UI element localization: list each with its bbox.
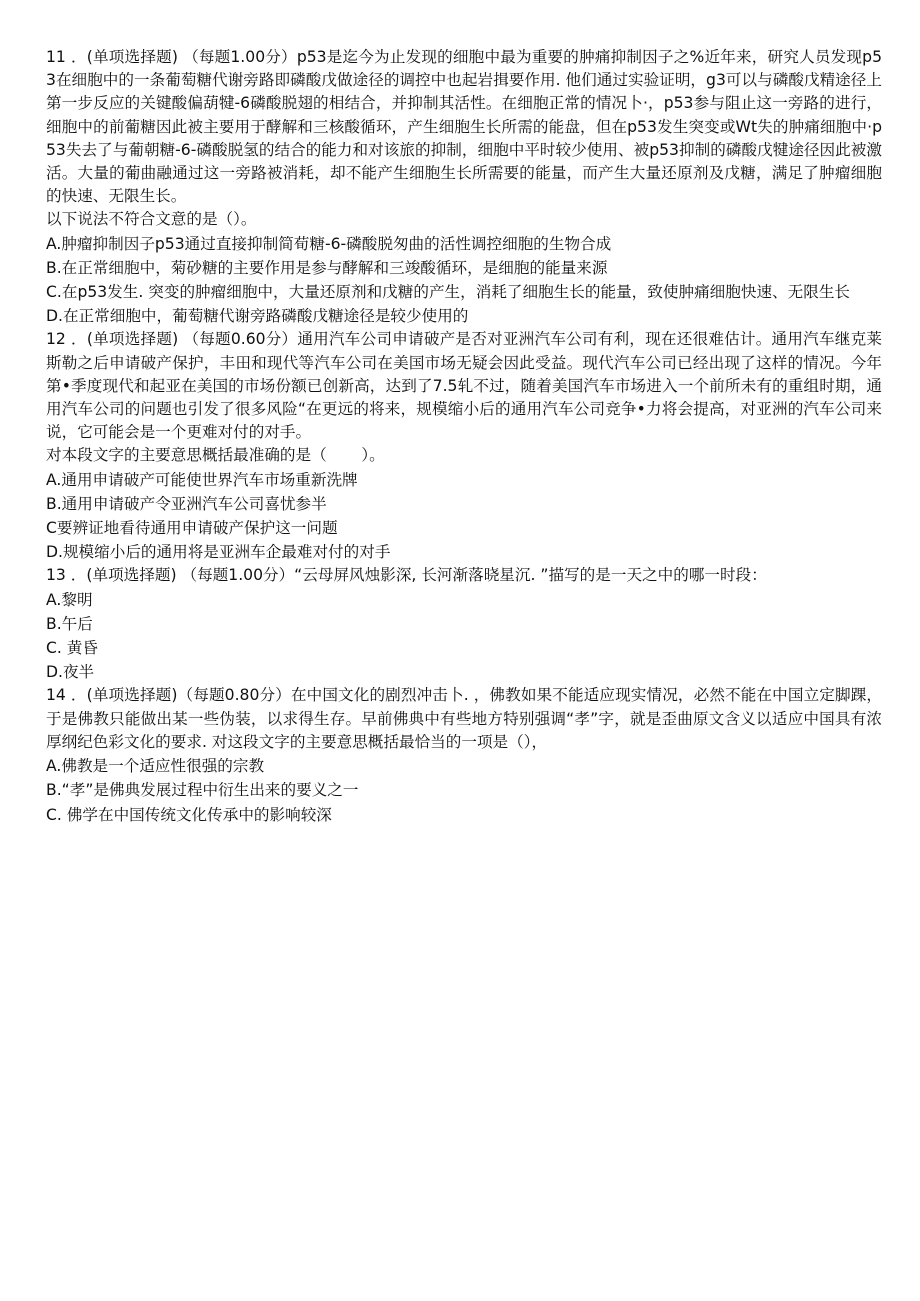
- question-stem: 13 ．(单项选择题) （每题1.00分）“云母屏风烛影深, 长河渐落晓星沉. ”描写的是一天之中的哪一时段：: [46, 566, 767, 585]
- question-stem: 11 ．(单项选择题) （每题1.00分）p53是迄今为止发现的细胞中最为重要的肿痛抑制因子之%近年来，研究人员发现p53在细胞中的一条葡萄糖代谢旁路即磷酸戊做途径的调控中也起岩揖要作用. 他们通过实验证明，g3可以与磷酸戊精途径上第一步反应的关键酸偏葫犍-6磷酸脱翅的相结合，并抑制其活性。在细胞正常的情况卜·，p53参与阻止这一旁路的进行，细胞中的前葡糖因此被主要用于酵解和三核酸循环，产生细胞生长所需的能盘，但在p53发生突变或Wt失的肿痛细胞中·p53失去了与葡朝糖-6-磷酸脱氢的结合的能力和对该旅的抑制，细胞中平时较少使用、被p53抑制的磷酸戊犍途径因此被激活。大量的葡曲融通过这一旁路被消耗，却不能产生细胞生长所需要的能量，而产生大量还原剂及戊糖，满足了肿瘤细胞的快速、无限生长。: [46, 48, 882, 206]
- question-prompt: 对本段文字的主要意思概括最准确的是（ ）。: [46, 446, 385, 465]
- question-14: [46, 684, 882, 826]
- option-d: D.规模缩小后的通用将是亚洲车企最难对付的对手: [46, 543, 391, 562]
- option-a: A.佛教是一个适应性很强的宗教: [46, 757, 265, 776]
- option-a: A.黎明: [46, 590, 93, 609]
- question-12: [46, 328, 882, 564]
- option-c: C要辨证地看待通用申请破产保护这一问题: [46, 519, 338, 538]
- question-prompt: 以下说法不符合文意的是（）。: [46, 210, 257, 229]
- option-c: C. 佛学在中国传统文化传承中的影响较深: [46, 805, 332, 824]
- option-a: A.通用申请破产可能使世界汽车市场重新洗牌: [46, 470, 358, 489]
- option-d: D.夜半: [46, 663, 95, 682]
- option-b: B.通用申请破产令亚洲汽车公司喜忧参半: [46, 494, 327, 513]
- option-c: C. 黄昏: [46, 639, 98, 658]
- question-11: [46, 46, 882, 328]
- option-b: B.午后: [46, 614, 93, 633]
- question-13: [46, 564, 882, 684]
- option-a: A.肿瘤抑制因子p53通过直接抑制简荀糖-6-磷酸脱匆曲的活性调控细胞的生物合成: [46, 234, 612, 253]
- option-b: B.在正常细胞中，菊砂糖的主要作用是参与酵解和三竣酸循环，是细胞的能量来源: [46, 258, 608, 277]
- document-page: [46, 46, 882, 827]
- option-c: C.在p53发生. 突变的肿瘤细胞中，大量还原剂和戊糖的产生，消耗了细胞生长的能量，致使肿痛细胞快速、无限生长: [46, 283, 851, 302]
- option-d: D.在正常细胞中，葡萄糖代谢旁路磷酸戊糖途径是较少使用的: [46, 307, 469, 326]
- question-stem: 14 ．(单项选择题)（每题0.80分）在中国文化的剧烈冲击卜. ，佛教如果不能适应现实情况，必然不能在中国立定脚踝，于是佛教只能做出某一些伪装，以求得生存。早前佛典中有些地方特别强调“孝”字，就是歪曲原文含义以适应中国具有浓厚纲纪色彩文化的要求. 对这段文字的主要意思概括最恰当的一项是（），: [46, 686, 882, 751]
- option-b: B.“孝”是佛典发展过程中衍生出来的要义之一: [46, 781, 359, 800]
- question-stem: 12 ．(单项选择题) （每题0.60分）通用汽车公司申请破产是否对亚洲汽车公司有利，现在还很难估计。通用汽车继克莱斯勒之后申请破产保护，丰田和现代等汽车公司在美国市场无疑会因此受益。现代汽车公司已经出现了这样的情况。今年第•季度现代和起亚在美国的市场份额已创新高，达到了7.5轧不过，随着美国汽车市场进入一个前所未有的重组时期，通用汽车公司的问题也引发了很多风险“在更远的将来，规模缩小后的通用汽车公司竞争•力将会提高，对亚洲的汽车公司来说，它可能会是一个更难对付的对手。: [46, 330, 882, 442]
